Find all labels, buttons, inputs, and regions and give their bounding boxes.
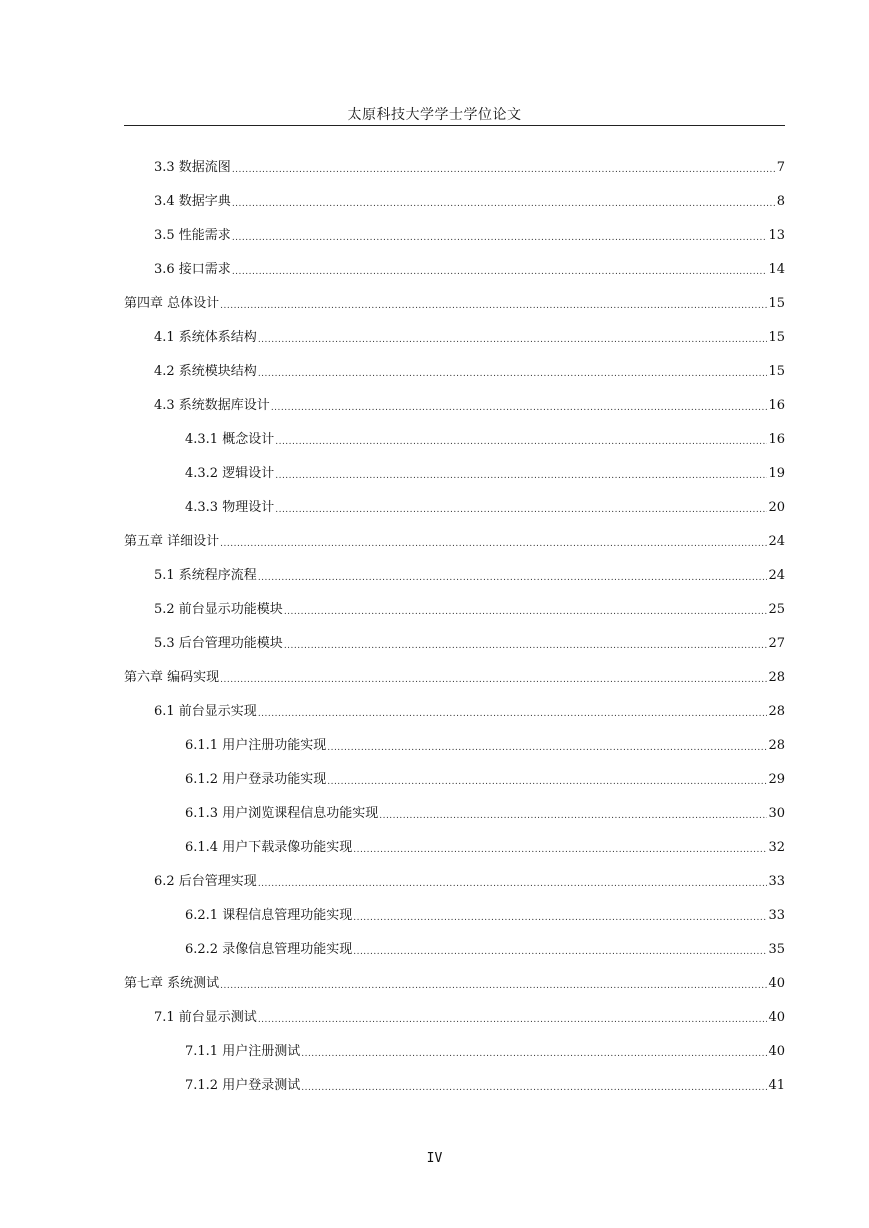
toc-entry[interactable] — [154, 593, 785, 627]
toc-leader-dots — [258, 360, 768, 388]
toc-entry-label: 4.3.1 概念设计 — [185, 432, 275, 447]
toc-entry[interactable] — [154, 185, 785, 219]
toc-entry-label: 4.2 系统模块结构 — [154, 364, 257, 379]
toc-entry[interactable] — [154, 253, 785, 287]
toc-entry-page: 7 — [776, 160, 785, 175]
toc-entry-label: 6.2.2 录像信息管理功能实现 — [185, 942, 353, 957]
toc-leader-dots — [275, 428, 767, 456]
toc-entry[interactable] — [185, 933, 785, 967]
toc-leader-dots — [327, 734, 767, 762]
toc-entry-label: 3.4 数据字典 — [154, 194, 231, 209]
toc-entry-page: 40 — [768, 1044, 785, 1059]
toc-entry-label: 5.1 系统程序流程 — [154, 568, 257, 583]
toc-entry-page: 13 — [768, 228, 785, 243]
toc-entry-page: 30 — [768, 806, 785, 821]
toc-leader-dots — [232, 156, 776, 184]
toc-entry-page: 33 — [768, 908, 785, 923]
toc-entry[interactable] — [124, 525, 785, 559]
toc-entry[interactable] — [154, 559, 785, 593]
toc-entry-label: 第四章 总体设计 — [124, 296, 220, 311]
toc-entry[interactable] — [185, 423, 785, 457]
toc-entry-page: 25 — [768, 602, 785, 617]
toc-entry-label: 6.2.1 课程信息管理功能实现 — [185, 908, 353, 923]
toc-leader-dots — [275, 462, 767, 490]
toc-leader-dots — [232, 224, 768, 252]
running-header-title: 太原科技大学学士学位论文 — [347, 107, 522, 123]
toc-entry-page: 28 — [768, 670, 785, 685]
toc-leader-dots — [353, 938, 767, 966]
toc-entry[interactable] — [185, 729, 785, 763]
toc-entry-label: 4.3 系统数据库设计 — [154, 398, 270, 413]
toc-entry-page: 40 — [768, 1010, 785, 1025]
toc-entry-label: 7.1 前台显示测试 — [154, 1010, 257, 1025]
toc-entry[interactable] — [185, 1069, 785, 1103]
toc-entry-page: 15 — [768, 364, 785, 379]
toc-entry-label: 6.1.4 用户下载录像功能实现 — [185, 840, 353, 855]
toc-entry[interactable] — [185, 457, 785, 491]
toc-entry-page: 24 — [768, 534, 785, 549]
toc-entry-label: 4.3.2 逻辑设计 — [185, 466, 275, 481]
toc-entry-page: 14 — [768, 262, 785, 277]
toc-leader-dots — [301, 1074, 767, 1102]
toc-leader-dots — [258, 700, 768, 728]
toc-leader-dots — [301, 1040, 767, 1068]
toc-entry[interactable] — [185, 491, 785, 525]
toc-entry-label: 7.1.1 用户注册测试 — [185, 1044, 301, 1059]
toc-entry-page: 16 — [768, 432, 785, 447]
toc-entry[interactable] — [154, 321, 785, 355]
toc-entry[interactable] — [154, 389, 785, 423]
page-number: IV — [426, 1151, 443, 1166]
toc-entry-label: 4.3.3 物理设计 — [185, 500, 275, 515]
toc-entry[interactable] — [154, 355, 785, 389]
header-rule — [124, 125, 785, 126]
toc-entry-label: 5.2 前台显示功能模块 — [154, 602, 283, 617]
toc-entry-label: 6.1 前台显示实现 — [154, 704, 257, 719]
toc-entry-label: 3.3 数据流图 — [154, 160, 231, 175]
toc-entry-page: 41 — [768, 1078, 785, 1093]
toc-entry[interactable] — [124, 967, 785, 1001]
toc-leader-dots — [275, 496, 767, 524]
toc-leader-dots — [284, 632, 768, 660]
toc-leader-dots — [327, 768, 767, 796]
toc-entry-label: 6.1.2 用户登录功能实现 — [185, 772, 327, 787]
toc-entry-label: 6.1.1 用户注册功能实现 — [185, 738, 327, 753]
toc-entry-page: 15 — [768, 296, 785, 311]
toc-entry[interactable] — [185, 831, 785, 865]
toc-entry-label: 4.1 系统体系结构 — [154, 330, 257, 345]
toc-entry-page: 27 — [768, 636, 785, 651]
toc-entry-page: 20 — [768, 500, 785, 515]
toc-entry[interactable] — [185, 797, 785, 831]
toc-entry-page: 19 — [768, 466, 785, 481]
toc-leader-dots — [284, 598, 768, 626]
toc-leader-dots — [258, 564, 768, 592]
toc-entry-page: 8 — [776, 194, 785, 209]
toc-entry-page: 29 — [768, 772, 785, 787]
toc-entry-page: 32 — [768, 840, 785, 855]
toc-leader-dots — [220, 530, 767, 558]
toc-leader-dots — [220, 666, 767, 694]
toc-entry-label: 3.5 性能需求 — [154, 228, 231, 243]
toc-entry-label: 第七章 系统测试 — [124, 976, 220, 991]
toc-leader-dots — [258, 326, 768, 354]
toc-entry[interactable] — [154, 219, 785, 253]
toc-entry[interactable] — [185, 763, 785, 797]
toc-entry-label: 第五章 详细设计 — [124, 534, 220, 549]
toc-entry[interactable] — [154, 627, 785, 661]
toc-entry-page: 28 — [768, 704, 785, 719]
toc-leader-dots — [271, 394, 768, 422]
toc-entry-label: 3.6 接口需求 — [154, 262, 231, 277]
toc-leader-dots — [258, 1006, 768, 1034]
toc-leader-dots — [220, 292, 767, 320]
toc-leader-dots — [220, 972, 767, 1000]
toc-entry[interactable] — [154, 865, 785, 899]
toc-entry-page: 15 — [768, 330, 785, 345]
toc-entry[interactable] — [154, 1001, 785, 1035]
toc-entry[interactable] — [185, 899, 785, 933]
toc-entry-label: 6.2 后台管理实现 — [154, 874, 257, 889]
toc-entry[interactable] — [124, 287, 785, 321]
toc-leader-dots — [379, 802, 767, 830]
toc-entry[interactable] — [154, 151, 785, 185]
toc-entry-label: 6.1.3 用户浏览课程信息功能实现 — [185, 806, 379, 821]
toc-entry-page: 24 — [768, 568, 785, 583]
toc-leader-dots — [258, 870, 768, 898]
toc-entry-label: 7.1.2 用户登录测试 — [185, 1078, 301, 1093]
toc-entry-page: 40 — [768, 976, 785, 991]
toc-entry-page: 28 — [768, 738, 785, 753]
toc-entry[interactable] — [154, 695, 785, 729]
toc-entry-label: 5.3 后台管理功能模块 — [154, 636, 283, 651]
toc-leader-dots — [232, 190, 776, 218]
toc-leader-dots — [232, 258, 768, 286]
toc-leader-dots — [353, 836, 767, 864]
toc-entry[interactable] — [124, 661, 785, 695]
toc-entry-page: 33 — [768, 874, 785, 889]
toc-entry-page: 16 — [768, 398, 785, 413]
toc-leader-dots — [353, 904, 767, 932]
toc-entry[interactable] — [185, 1035, 785, 1069]
toc-entry-page: 35 — [768, 942, 785, 957]
toc-entry-label: 第六章 编码实现 — [124, 670, 220, 685]
